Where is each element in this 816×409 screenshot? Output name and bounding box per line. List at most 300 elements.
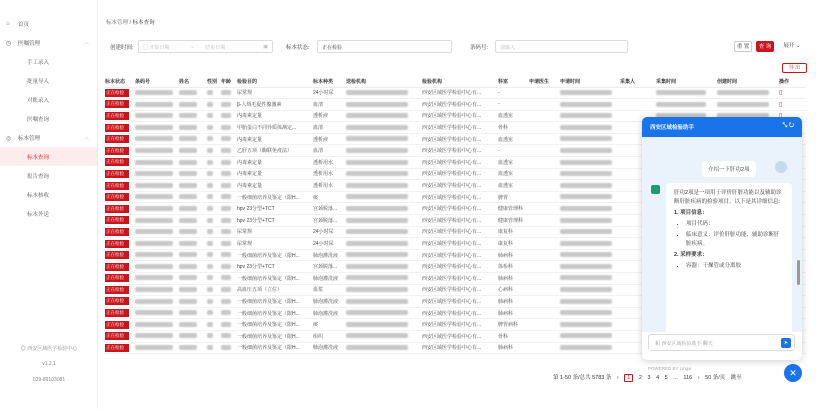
status-badge: 正在检验 — [105, 100, 129, 108]
column-header: 检验目的 — [236, 76, 312, 87]
chat-close-button[interactable] — [784, 364, 802, 382]
table-cell — [345, 145, 421, 157]
sidebar-item-specimen-receive[interactable]: 标本核收 — [27, 192, 50, 199]
table-row[interactable] — [104, 99, 806, 111]
table-cell: 高血压五项（立位） — [236, 284, 312, 296]
table-header — [104, 76, 806, 87]
table-cell: 一般细菌培养及鉴定（限H... — [236, 342, 312, 354]
table-cell — [134, 133, 178, 145]
chat-assistant-window — [642, 117, 802, 360]
table-cell — [528, 307, 559, 319]
table-row[interactable] — [104, 87, 806, 99]
table-cell — [345, 168, 421, 180]
chat-body — [642, 137, 802, 332]
sidebar-item-import[interactable]: 批量导入 — [27, 78, 50, 85]
table-cell: 宫颈脱落... — [312, 261, 345, 273]
column-header: 操作 — [778, 76, 806, 87]
column-header: 性别 — [206, 76, 220, 87]
table-cell — [559, 122, 619, 134]
table-cell — [134, 319, 178, 331]
table-cell — [206, 99, 220, 111]
sidebar-item-reconcile[interactable]: 对账录入 — [27, 97, 50, 104]
table-cell — [345, 191, 421, 203]
table-cell — [345, 110, 421, 122]
table-cell — [206, 191, 220, 203]
export-button[interactable]: 导 出 — [782, 63, 807, 73]
sidebar-item-specimen-outsource[interactable]: 标本外送 — [27, 211, 50, 218]
date-range-input[interactable]: ▢ 开始日期 ~ 结束日期 ▣ — [138, 40, 273, 53]
table-cell — [559, 319, 619, 331]
table-cell — [559, 238, 619, 250]
table-cell — [220, 168, 236, 180]
table-cell: 西安区域医学检验中心有... — [421, 215, 497, 227]
table-cell — [559, 191, 619, 203]
table-cell — [104, 157, 134, 169]
table-cell — [206, 273, 220, 285]
table-cell — [559, 133, 619, 145]
table-cell — [134, 157, 178, 169]
user-message: 介绍一下肝功2项 — [702, 161, 756, 177]
logo-icon: ◎ — [20, 346, 28, 352]
table-cell — [220, 87, 236, 99]
table-cell — [220, 203, 236, 215]
table-cell — [104, 215, 134, 227]
table-cell: 一般细菌培养及鉴定（限H... — [236, 307, 312, 319]
status-badge: 正在检验 — [105, 193, 129, 201]
table-cell — [178, 168, 206, 180]
table-cell: 肺泡灌洗液 — [312, 296, 345, 308]
table-cell: 内毒素定量 — [236, 180, 312, 192]
table-cell — [559, 99, 619, 111]
table-cell — [528, 284, 559, 296]
next-page-icon[interactable]: › — [697, 375, 700, 381]
reset-button[interactable]: 重 置 — [734, 41, 752, 52]
search-button[interactable]: 查 询 — [756, 41, 774, 52]
prev-page-icon[interactable]: ‹ — [616, 375, 619, 381]
table-cell — [206, 261, 220, 273]
table-cell: 血透室 — [497, 180, 528, 192]
table-cell: 西安区域医学检验中心有... — [421, 191, 497, 203]
table-cell — [178, 99, 206, 111]
chat-scrollbar[interactable] — [797, 260, 800, 285]
send-icon[interactable]: ➤ — [781, 338, 791, 348]
table-cell: 脾胃病科 — [497, 319, 528, 331]
table-cell — [134, 168, 178, 180]
table-cell — [134, 296, 178, 308]
table-cell: 内毒素定量 — [236, 168, 312, 180]
table-cell — [559, 168, 619, 180]
table-cell — [134, 307, 178, 319]
table-cell — [134, 191, 178, 203]
table-cell — [528, 238, 559, 250]
table-cell — [345, 284, 421, 296]
table-cell — [220, 99, 236, 111]
table-cell — [220, 157, 236, 169]
table-cell: 24小时尿 — [312, 238, 345, 250]
table-cell: - — [497, 99, 528, 111]
table-cell — [220, 133, 236, 145]
table-cell — [559, 273, 619, 285]
table-cell — [178, 215, 206, 227]
table-cell: 内毒素定量 — [236, 157, 312, 169]
sidebar-group-specimen[interactable]: ◎ 标本管理 ︿ — [6, 135, 89, 142]
table-cell: 内毒素定量 — [236, 110, 312, 122]
status-badge: 正在检验 — [105, 216, 129, 224]
table-cell: 西安区域医学检验中心有... — [421, 157, 497, 169]
view-icon[interactable]: ▯ — [779, 90, 783, 97]
table-cell: 西安区域医学检验中心有... — [421, 203, 497, 215]
table-cell: 血透室 — [497, 168, 528, 180]
table-cell — [178, 307, 206, 319]
table-cell: 一般细菌培养及鉴定（限H... — [236, 330, 312, 342]
table-cell — [345, 203, 421, 215]
table-cell — [104, 273, 134, 285]
column-header: 送检机构 — [345, 76, 421, 87]
table-cell — [559, 261, 619, 273]
status-badge: 正在检验 — [105, 89, 129, 97]
table-cell — [345, 180, 421, 192]
table-cell: 骨科 — [497, 122, 528, 134]
table-cell — [559, 215, 619, 227]
table-cell: hpv 23分型+TCT — [236, 215, 312, 227]
table-cell — [206, 168, 220, 180]
table-cell: 西安区域医学检验中心有... — [421, 261, 497, 273]
table-cell — [220, 145, 236, 157]
table-cell — [206, 319, 220, 331]
table-cell: 尿常规 — [236, 87, 312, 99]
chevron-up-icon: ︿ — [83, 40, 89, 46]
sidebar-item-report-query[interactable]: 报告查询 — [27, 173, 50, 180]
close-icon: ✕ — [789, 368, 797, 378]
table-cell — [528, 157, 559, 169]
status-badge: 正在检验 — [105, 228, 129, 236]
table-cell — [528, 99, 559, 111]
bot-message: 肝功2项是一项用于评价肝脏功能以及辅助诊断肝脏疾病的检验项目。以下是其详细信息： 1. 项目信息： • 项目代码： • 临床意义：评价肝脏功能、辅助诊断肝脏疾病。 2. 采样要求： • 容器：干燥管或分离胶 — [666, 183, 792, 332]
table-cell — [559, 180, 619, 192]
table-cell — [220, 238, 236, 250]
page-last[interactable]: 116 — [683, 375, 693, 381]
table-cell — [559, 145, 619, 157]
table-cell — [345, 238, 421, 250]
table-cell: 血浆 — [312, 284, 345, 296]
column-header: 申请时间 — [559, 76, 619, 87]
table-cell: 血清 — [312, 145, 345, 157]
table-cell — [134, 330, 178, 342]
table-cell — [220, 215, 236, 227]
create-time-label: 创建时间: — [110, 45, 134, 51]
table-cell — [220, 261, 236, 273]
table-cell: 西安区域医学检验中心有... — [421, 145, 497, 157]
table-cell — [528, 249, 559, 261]
user-avatar-icon — [775, 161, 787, 173]
table-cell — [345, 215, 421, 227]
table-cell: 透析液 — [312, 110, 345, 122]
table-cell: 肺泡灌洗液 — [312, 273, 345, 285]
table-cell — [206, 145, 220, 157]
page-size-select[interactable]: 50 条/页 — [705, 375, 726, 381]
table-cell: β-人绒毛促性腺激素 — [236, 99, 312, 111]
table-cell — [528, 87, 559, 99]
table-cell — [178, 203, 206, 215]
table-cell: 尿常规 — [236, 226, 312, 238]
table-cell: 西安区域医学检验中心有... — [421, 122, 497, 134]
table-cell: 一般细菌培养及鉴定（限H... — [236, 319, 312, 331]
status-badge: 正在检验 — [105, 240, 129, 248]
table-cell: 痰 — [312, 319, 345, 331]
table-cell: 肺病科 — [497, 296, 528, 308]
table-cell — [206, 307, 220, 319]
bot-avatar-icon — [651, 185, 660, 194]
table-cell: 西安区域医学检验中心有... — [421, 99, 497, 111]
table-cell — [104, 180, 134, 192]
chat-powered-by: POWERED BY Lingxi — [648, 366, 692, 371]
table-cell — [345, 296, 421, 308]
column-header: 年龄 — [220, 76, 236, 87]
sidebar-item-specimen-query[interactable]: 标本查询 — [0, 147, 97, 166]
collapse-icon[interactable]: ⤡ — [782, 123, 788, 129]
table-cell — [104, 191, 134, 203]
table-cell: 肺病科 — [497, 307, 528, 319]
view-icon[interactable]: ▯ — [779, 101, 783, 108]
table-cell — [559, 296, 619, 308]
table-cell — [104, 110, 134, 122]
column-header: 检验机构 — [421, 76, 497, 87]
table-cell — [345, 319, 421, 331]
table-cell — [206, 157, 220, 169]
table-cell: 心病科 — [497, 284, 528, 296]
table-cell — [104, 238, 134, 250]
status-badge: 正在检验 — [105, 321, 129, 329]
column-header: 申请医生 — [528, 76, 559, 87]
table-cell — [528, 110, 559, 122]
status-badge: 正在检验 — [105, 263, 129, 271]
status-badge: 正在检验 — [105, 344, 129, 352]
table-cell: hpv 23分型+TCT — [236, 203, 312, 215]
sidebar-item-home[interactable]: ⌂ 首页 — [6, 20, 30, 28]
table-cell — [178, 87, 206, 99]
table-cell — [178, 261, 206, 273]
table-cell: 健康管理科 — [497, 203, 528, 215]
chat-header — [642, 117, 802, 137]
breadcrumb — [106, 18, 155, 26]
table-cell: 乙肝五项（酶联免疫法） — [236, 145, 312, 157]
table-cell: 西安区域医学检验中心有... — [421, 133, 497, 145]
table-cell — [206, 342, 220, 354]
table-cell — [178, 145, 206, 157]
table-cell — [345, 157, 421, 169]
table-cell: 透析用水 — [312, 180, 345, 192]
table-cell — [178, 133, 206, 145]
table-cell — [178, 342, 206, 354]
table-cell: 西安区域医学检验中心有... — [421, 342, 497, 354]
table-cell: 组织 — [312, 330, 345, 342]
table-cell — [220, 330, 236, 342]
table-cell: - — [497, 87, 528, 99]
status-badge: 正在检验 — [105, 135, 129, 143]
sidebar-item-manual[interactable]: 手工录入 — [27, 59, 50, 66]
table-cell: 肺病科 — [497, 249, 528, 261]
table-cell — [559, 249, 619, 261]
table-cell — [528, 215, 559, 227]
table-cell: 西安区域医学检验中心有... — [421, 168, 497, 180]
table-cell — [104, 122, 134, 134]
table-cell — [104, 203, 134, 215]
page-3[interactable]: 3 — [647, 375, 651, 381]
table-cell: 西安区域医学检验中心有... — [421, 87, 497, 99]
table-cell — [134, 238, 178, 250]
flask-icon: ◎ — [6, 135, 12, 142]
table-cell: 一般细菌培养及鉴定（限H... — [236, 296, 312, 308]
code-label: 条码号: — [470, 45, 489, 51]
table-cell — [104, 307, 134, 319]
table-cell — [220, 226, 236, 238]
jump-label: 跳至 — [730, 375, 742, 381]
table-cell: 西安区域医学检验中心有... — [421, 249, 497, 261]
table-cell: 康复科 — [497, 226, 528, 238]
sidebar-group-orders[interactable]: ◷ 医嘱管理 ︿ — [6, 40, 89, 47]
table-cell: 甲胎蛋白不同异质体测定... — [236, 122, 312, 134]
table-cell — [206, 215, 220, 227]
status-badge: 正在检验 — [105, 286, 129, 294]
status-badge: 正在检验 — [105, 274, 129, 282]
table-cell — [559, 307, 619, 319]
table-cell — [206, 180, 220, 192]
pager-summary: 第 1-50 条/总共 5783 条 — [553, 375, 612, 381]
table-cell: 健康管理科 — [497, 215, 528, 227]
table-cell: 24小时尿 — [312, 87, 345, 99]
page-5[interactable]: 5 — [664, 375, 668, 381]
status-badge: 正在检验 — [105, 297, 129, 305]
table-cell — [104, 249, 134, 261]
status-badge: 正在检验 — [105, 158, 129, 166]
chat-input[interactable]: 和 西安区域检验助手 聊天 ➤ — [648, 334, 795, 351]
table-cell — [345, 330, 421, 342]
table-cell — [528, 226, 559, 238]
table-cell — [134, 203, 178, 215]
table-cell: 西安区域医学检验中心有... — [421, 296, 497, 308]
table-cell: 血清 — [312, 122, 345, 134]
table-cell: 痰 — [312, 191, 345, 203]
table-cell — [345, 307, 421, 319]
table-cell — [104, 168, 134, 180]
table-cell: hpv 23分型+TCT — [236, 261, 312, 273]
table-cell — [345, 226, 421, 238]
table-cell — [345, 133, 421, 145]
table-cell — [104, 226, 134, 238]
table-cell — [528, 342, 559, 354]
table-cell — [345, 342, 421, 354]
table-cell — [104, 342, 134, 354]
table-cell: 肺病科 — [497, 342, 528, 354]
table-cell — [345, 99, 421, 111]
table-cell — [206, 249, 220, 261]
table-cell: 内毒素定量 — [236, 133, 312, 145]
sidebar-item-order-query[interactable]: 医嘱查询 — [27, 116, 50, 123]
page-1[interactable]: 1 — [624, 374, 633, 382]
table-cell — [134, 249, 178, 261]
table-cell — [528, 296, 559, 308]
table-cell — [206, 110, 220, 122]
table-cell — [220, 110, 236, 122]
chevron-up-icon: ︿ — [83, 135, 89, 141]
status-badge: 正在检验 — [105, 332, 129, 340]
refresh-icon[interactable]: ↻ — [788, 123, 794, 129]
table-cell — [220, 342, 236, 354]
pagination — [553, 373, 746, 382]
table-cell: 肺泡灌洗液 — [312, 342, 345, 354]
table-cell: 血透室 — [497, 110, 528, 122]
status-label: 标本状态: — [286, 45, 310, 51]
table-cell — [655, 99, 716, 111]
table-cell: 宫颈脱落... — [312, 203, 345, 215]
table-cell: 西安区域医学检验中心有... — [421, 330, 497, 342]
table-cell — [178, 284, 206, 296]
status-select[interactable]: 正在检验 — [317, 40, 452, 53]
page-4[interactable]: 4 — [656, 375, 660, 381]
status-badge: 正在检验 — [105, 147, 129, 155]
table-cell — [619, 99, 655, 111]
table-cell: 西安区域医学检验中心有... — [421, 110, 497, 122]
table-cell — [778, 87, 806, 99]
table-cell: 尿常规 — [236, 238, 312, 250]
table-cell — [134, 87, 178, 99]
table-cell — [134, 99, 178, 111]
breadcrumb-parent[interactable]: 标本管理 — [106, 20, 129, 26]
table-cell — [220, 319, 236, 331]
table-cell — [220, 191, 236, 203]
status-badge: 正在检验 — [105, 309, 129, 317]
table-cell — [559, 203, 619, 215]
table-cell — [220, 296, 236, 308]
table-cell — [528, 273, 559, 285]
status-badge: 正在检验 — [105, 251, 129, 259]
table-cell — [104, 87, 134, 99]
table-cell — [206, 87, 220, 99]
table-cell: 血清 — [312, 99, 345, 111]
status-badge: 正在检验 — [105, 205, 129, 213]
page-2[interactable]: 2 — [638, 375, 642, 381]
table-cell — [134, 122, 178, 134]
code-input[interactable]: 请输入 — [495, 40, 628, 53]
status-badge: 正在检验 — [105, 124, 129, 132]
table-cell — [104, 284, 134, 296]
table-cell — [134, 273, 178, 285]
table-cell — [206, 284, 220, 296]
table-cell — [206, 122, 220, 134]
table-cell — [559, 226, 619, 238]
table-cell — [528, 145, 559, 157]
table-cell — [220, 307, 236, 319]
table-cell — [528, 319, 559, 331]
table-cell — [778, 99, 806, 111]
column-header: 采集时间 — [655, 76, 716, 87]
expand-button[interactable]: 展开 ⌄ — [783, 43, 801, 49]
table-cell — [206, 330, 220, 342]
table-cell — [528, 261, 559, 273]
status-badge: 正在检验 — [105, 182, 129, 190]
page-ellipsis[interactable]: ... — [673, 375, 678, 381]
table-cell — [104, 319, 134, 331]
table-cell — [559, 342, 619, 354]
table-cell — [345, 261, 421, 273]
table-cell: 一般细菌培养及鉴定（限H... — [236, 273, 312, 285]
table-cell — [104, 99, 134, 111]
column-header: 姓名 — [178, 76, 206, 87]
table-cell — [206, 133, 220, 145]
table-cell — [559, 87, 619, 99]
calendar-icon: ▣ — [263, 44, 268, 50]
clock-icon: ◷ — [6, 40, 12, 47]
